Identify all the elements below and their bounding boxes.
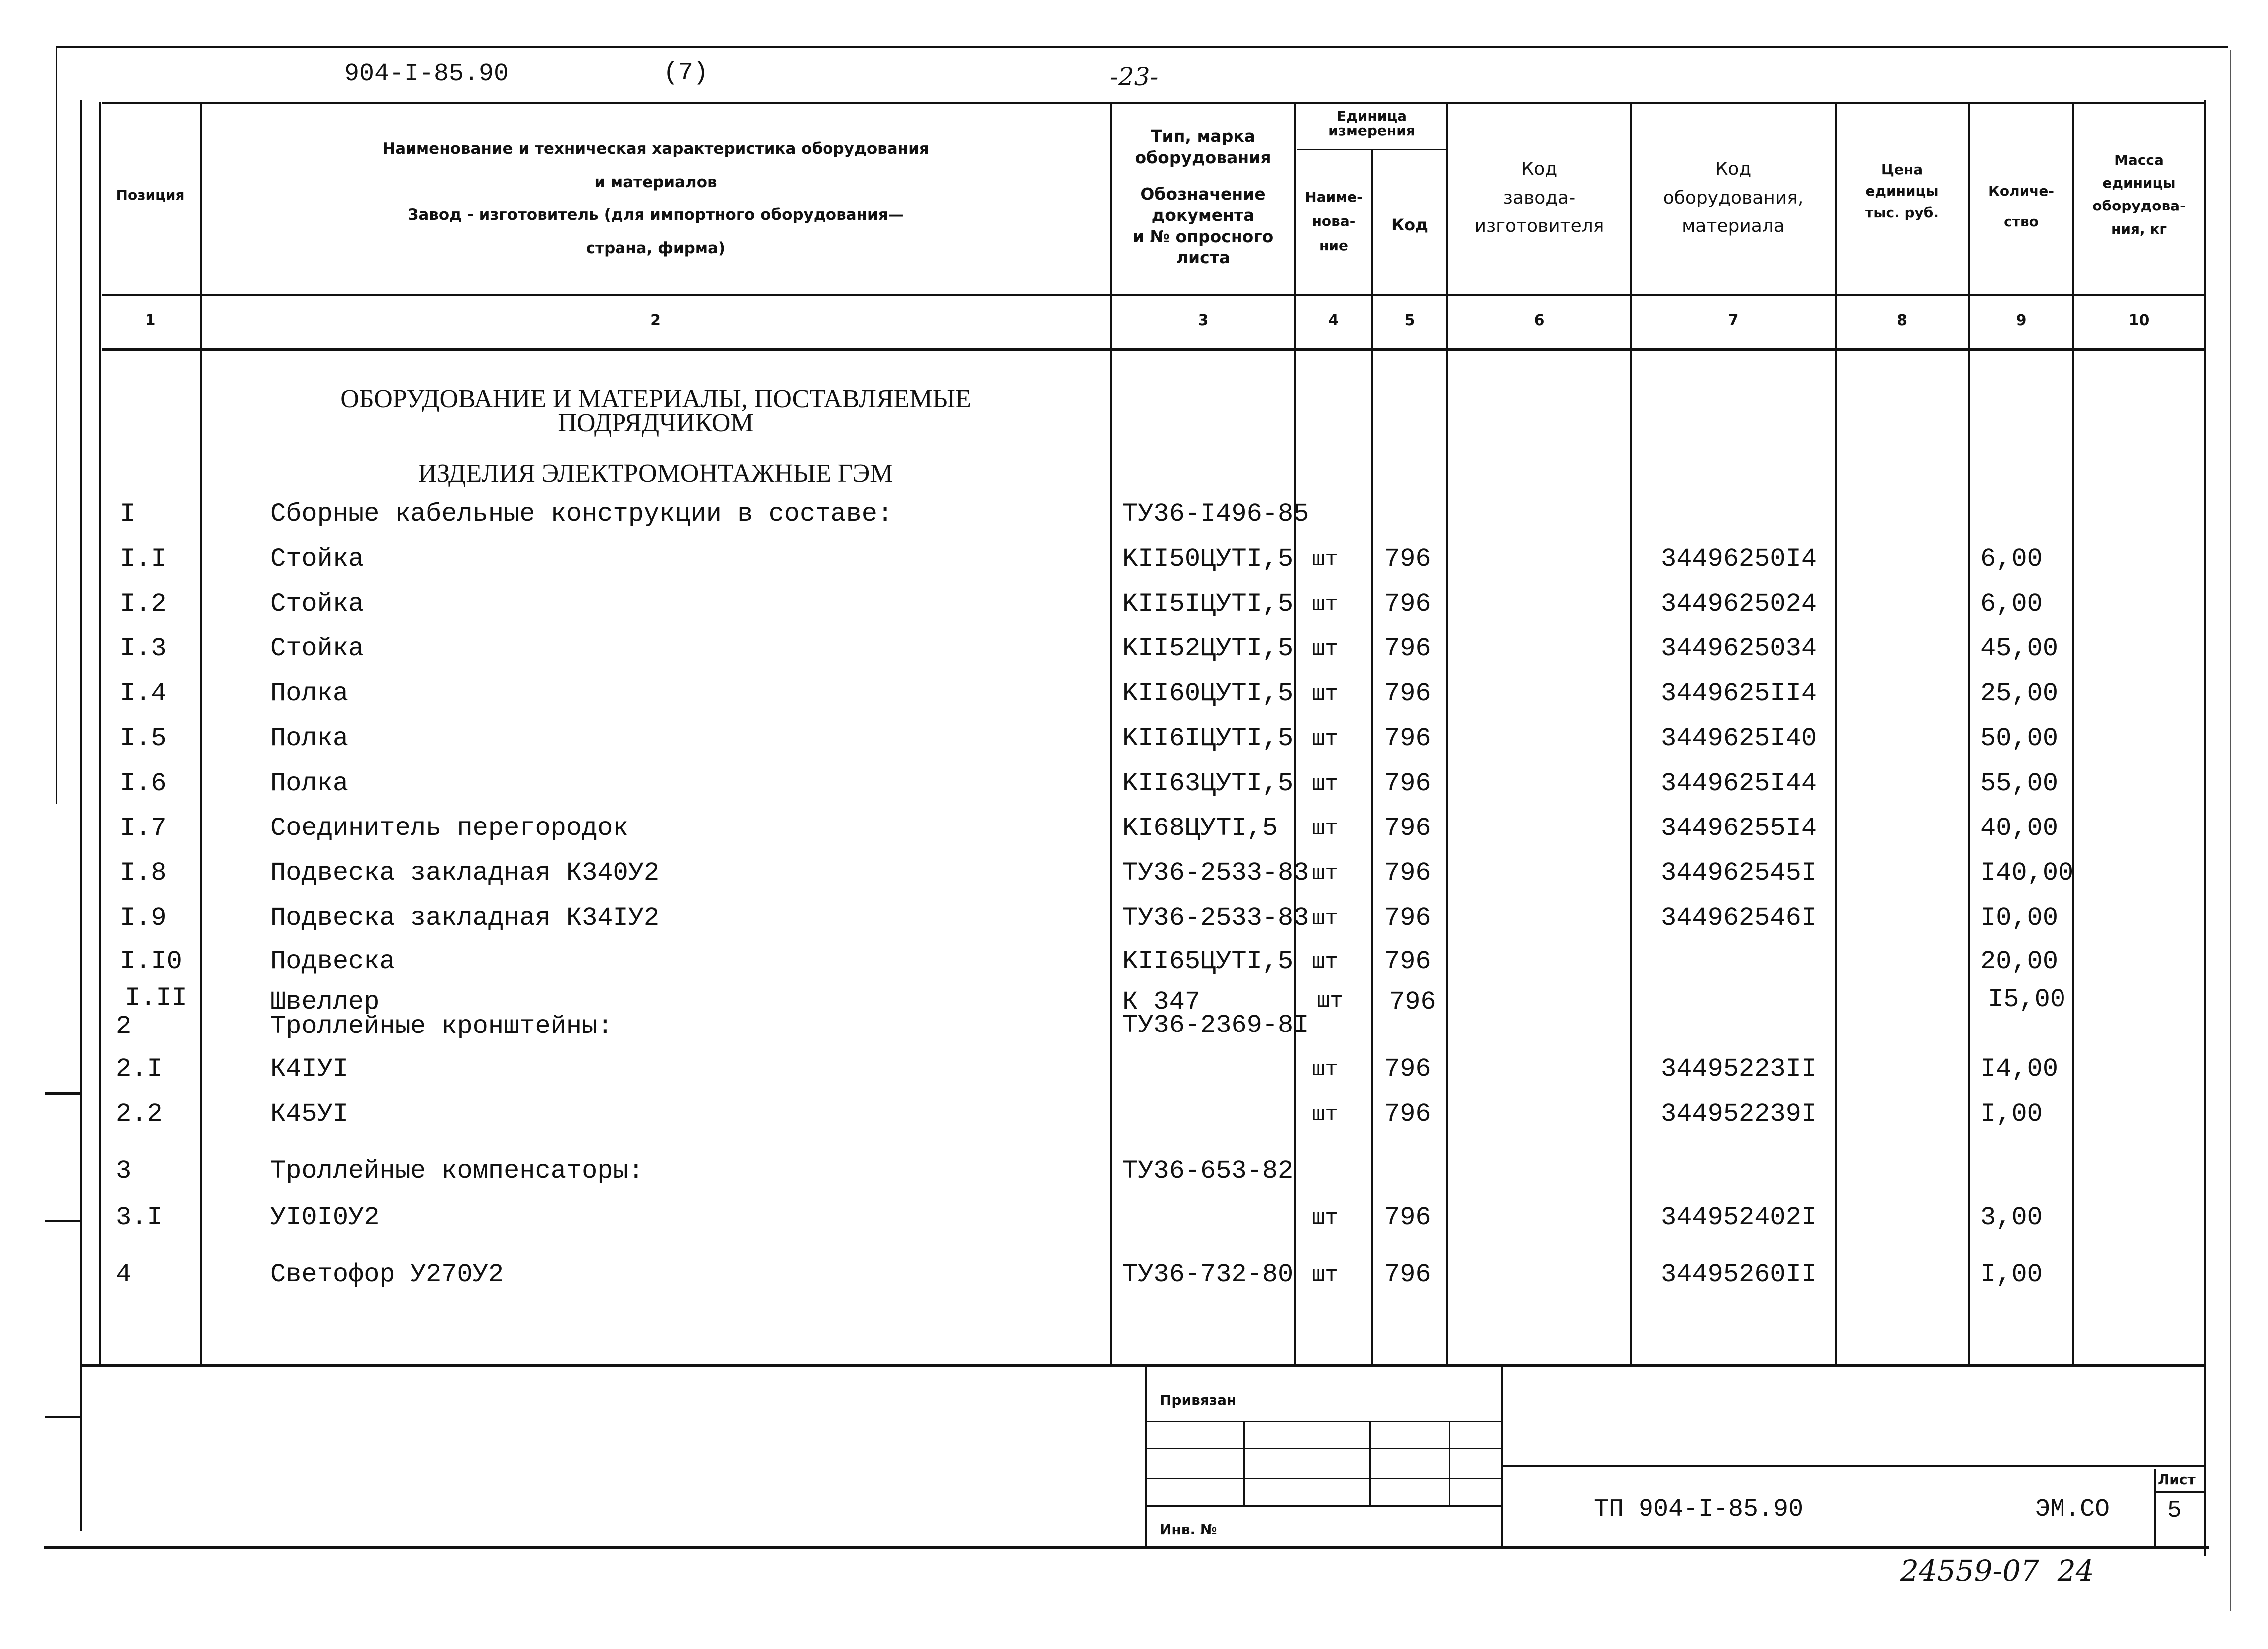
header-position: Позиция [116, 187, 185, 203]
col-line-10 [2072, 102, 2074, 1364]
row-type: KII6IЦУТI,5 [1122, 724, 1294, 753]
row-position: 4 [116, 1260, 132, 1289]
col-number-6: 6 [1534, 312, 1545, 329]
stamp-mark: ЭМ.СО [2035, 1495, 2110, 1524]
frame-left [80, 100, 82, 1531]
row-equipment-code: 344962545I [1661, 858, 1817, 888]
stamp-sheet-label: Лист [2158, 1471, 2196, 1488]
row-position: 2.2 [116, 1099, 163, 1129]
header-unit-name: Наиме- нова- ние [1305, 189, 1363, 254]
col-number-8: 8 [1897, 312, 1907, 329]
margin-tick [45, 1220, 80, 1222]
row-name: Сборные кабельные конструкции в составе: [270, 499, 893, 529]
row-type: KII65ЦУТI,5 [1122, 947, 1294, 976]
stamp-grid-v2 [1369, 1422, 1371, 1506]
header-bottom-line [102, 294, 2204, 296]
row-unit-code: 796 [1384, 724, 1431, 753]
row-name: Светофор У270У2 [270, 1260, 504, 1289]
col-line-4 [1294, 102, 1296, 1364]
row-name: Полка [270, 679, 349, 708]
stamp-designation: ТП 904-I-85.90 [1594, 1495, 1804, 1524]
frame-top [56, 46, 2228, 48]
row-name: Стойка [270, 589, 364, 618]
row-equipment-code: 3449625024 [1661, 589, 1817, 618]
row-quantity: 6,00 [1980, 589, 2043, 618]
row-unit: шт [1312, 906, 1338, 931]
row-position: I.4 [120, 679, 167, 708]
row-unit-code: 796 [1384, 769, 1431, 798]
row-name: Троллейные компенсаторы: [270, 1156, 644, 1186]
col-number-9: 9 [2016, 312, 2027, 329]
row-name: Швеллер [270, 987, 380, 1017]
row-quantity: I0,00 [1980, 903, 2059, 933]
header-top-line [102, 102, 2204, 104]
col-number-4: 4 [1328, 312, 1339, 329]
row-position: 3 [116, 1156, 132, 1186]
row-unit-code: 796 [1384, 903, 1431, 933]
row-name: Подвеска закладная К340У2 [270, 858, 660, 888]
header-quantity: Количе- ство [1988, 183, 2055, 230]
row-name: Полка [270, 724, 349, 753]
margin-tick [45, 1092, 80, 1095]
row-unit-code: 796 [1384, 679, 1431, 708]
row-type: ТУ36-2533-83 [1122, 858, 1309, 888]
row-quantity: 20,00 [1980, 947, 2059, 976]
col-line-1 [99, 102, 101, 1364]
stamp-grid-h3 [1147, 1478, 1501, 1479]
row-quantity: 25,00 [1980, 679, 2059, 708]
scan-edge-right [2230, 50, 2231, 1611]
row-type: ТУ36-653-82 [1122, 1156, 1294, 1186]
sheet-mark: (7) [663, 59, 709, 87]
row-position: 2.I [116, 1054, 163, 1084]
row-type: KI68ЦУТI,5 [1122, 814, 1278, 843]
stamp-top-line [82, 1364, 2204, 1367]
row-unit: шт [1312, 547, 1338, 572]
col-line-9 [1968, 102, 1970, 1364]
row-position: I.7 [120, 814, 167, 843]
row-unit-code: 796 [1389, 987, 1436, 1017]
col-line-5 [1371, 149, 1373, 1364]
col-number-2: 2 [650, 312, 661, 329]
row-unit: шт [1312, 1206, 1338, 1231]
row-unit: шт [1312, 817, 1338, 841]
stamp-grid-v1 [1243, 1422, 1245, 1506]
row-equipment-code: 344952402I [1661, 1203, 1817, 1232]
header-price: Цена единицы тыс. руб. [1865, 161, 1939, 221]
row-type: ТУ36-2533-83 [1122, 903, 1309, 933]
row-type: ТУ36-2369-8I [1122, 1011, 1309, 1040]
row-type: KII52ЦУТI,5 [1122, 634, 1294, 663]
header-type: Тип, марка оборудования Обозначение документа и № опросного листа [1132, 126, 1274, 268]
handwritten-inventory-number: 24559-07 24 [1900, 1554, 2094, 1588]
row-equipment-code: 344952239I [1661, 1099, 1817, 1129]
margin-tick [45, 1416, 80, 1418]
row-equipment-code: 34495260II [1661, 1260, 1817, 1289]
row-equipment-code: 34496255I4 [1661, 814, 1817, 843]
row-name: Подвеска закладная К34IУ2 [270, 903, 660, 933]
row-quantity: 40,00 [1980, 814, 2059, 843]
row-unit: шт [1312, 1102, 1338, 1127]
row-unit-code: 796 [1384, 1260, 1431, 1289]
row-unit-code: 796 [1384, 947, 1431, 976]
row-quantity: I,00 [1980, 1099, 2043, 1129]
col-number-3: 3 [1198, 312, 1209, 329]
stamp-inv-label: Инв. № [1160, 1521, 1217, 1538]
frame-bottom [44, 1546, 2209, 1549]
col-number-10: 10 [2128, 312, 2150, 329]
row-type: ТУ36-I496-85 [1122, 499, 1309, 529]
row-unit-code: 796 [1384, 634, 1431, 663]
row-name: Троллейные кронштейны: [270, 1012, 613, 1041]
row-type: KII50ЦУТI,5 [1122, 544, 1294, 574]
row-name: К45УI [270, 1099, 349, 1129]
row-name: К4IУI [270, 1054, 349, 1084]
subsection-title: ИЗДЕЛИЯ ЭЛЕКТРОМОНТАЖНЫЕ ГЭМ [418, 459, 893, 488]
col-number-5: 5 [1404, 312, 1415, 329]
row-position: 3.I [116, 1203, 163, 1232]
row-unit: шт [1312, 592, 1338, 617]
row-type: К 347 [1122, 987, 1201, 1017]
page-number: -23- [1110, 62, 1159, 91]
row-unit: шт [1317, 989, 1343, 1014]
stamp-left-line [1145, 1367, 1147, 1546]
header-unit-code: Код [1391, 215, 1428, 234]
row-unit-code: 796 [1384, 589, 1431, 618]
stamp-grid-h4 [1147, 1505, 1501, 1507]
row-quantity: 6,00 [1980, 544, 2043, 574]
margin-line-left [56, 46, 57, 804]
row-type: ТУ36-732-80 [1122, 1260, 1294, 1289]
header-mass: Масса единицы оборудова- ния, кг [2092, 152, 2186, 237]
row-quantity: 3,00 [1980, 1203, 2043, 1232]
row-unit: шт [1312, 861, 1338, 886]
row-quantity: I5,00 [1988, 985, 2066, 1014]
stamp-grid-v3 [1449, 1422, 1450, 1506]
row-position: I.2 [120, 589, 167, 618]
stamp-bound-label: Привязан [1160, 1392, 1237, 1408]
row-position: I.I [120, 544, 167, 574]
col-line-8 [1835, 102, 1837, 1364]
row-unit-code: 796 [1384, 1203, 1431, 1232]
row-position: I.9 [120, 903, 167, 933]
row-position: I.I0 [120, 947, 182, 976]
col-line-3 [1110, 102, 1112, 1364]
section-title: ОБОРУДОВАНИЕ И МАТЕРИАЛЫ, ПОСТАВЛЯЕМЫЕ ПОДРЯДЧИКОМ [340, 385, 971, 438]
row-equipment-code: 34496250I4 [1661, 544, 1817, 574]
row-position: I.5 [120, 724, 167, 753]
row-name: Стойка [270, 544, 364, 574]
frame-right [2204, 100, 2206, 1556]
row-unit: шт [1312, 1057, 1338, 1082]
row-position: I.8 [120, 858, 167, 888]
sheet-box-left [2154, 1469, 2156, 1546]
colnum-bottom-line [102, 348, 2204, 351]
row-position: I.6 [120, 769, 167, 798]
row-position: I.3 [120, 634, 167, 663]
header-maker-code: Код завода- изготовителя [1474, 159, 1604, 237]
row-quantity: I4,00 [1980, 1054, 2059, 1084]
row-equipment-code: 3449625I40 [1661, 724, 1817, 753]
row-unit: шт [1312, 682, 1338, 707]
row-name: Соединитель перегородок [270, 814, 628, 843]
row-name: Подвеска [270, 947, 395, 976]
row-unit: шт [1312, 772, 1338, 797]
row-name: УI0I0У2 [270, 1203, 380, 1232]
row-unit-code: 796 [1384, 814, 1431, 843]
row-unit: шт [1312, 1263, 1338, 1288]
row-position: I.II [125, 983, 187, 1013]
stamp-grid-h1 [1147, 1421, 1501, 1422]
row-position: 2 [116, 1012, 132, 1041]
row-unit-code: 796 [1384, 858, 1431, 888]
row-equipment-code: 3449625II4 [1661, 679, 1817, 708]
stamp-mid-line [1501, 1367, 1503, 1546]
row-unit-code: 796 [1384, 1099, 1431, 1129]
row-unit-code: 796 [1384, 544, 1431, 574]
row-quantity: I40,00 [1980, 858, 2074, 888]
row-name: Полка [270, 769, 349, 798]
col-number-7: 7 [1728, 312, 1739, 329]
row-unit-code: 796 [1384, 1054, 1431, 1084]
col-line-7 [1630, 102, 1632, 1364]
stamp-title-line [1501, 1465, 2204, 1467]
sheet-box-line [2155, 1491, 2204, 1493]
document-code: 904-I-85.90 [344, 60, 509, 88]
row-position: I [120, 499, 136, 529]
row-quantity: 50,00 [1980, 724, 2059, 753]
header-unit-group: Единица измерения [1328, 108, 1415, 139]
col-line-2 [200, 102, 202, 1364]
row-quantity: 55,00 [1980, 769, 2059, 798]
row-quantity: I,00 [1980, 1260, 2043, 1289]
row-unit: шт [1312, 637, 1338, 662]
row-unit: шт [1312, 950, 1338, 975]
row-type: KII5IЦУТI,5 [1122, 589, 1294, 618]
header-name: Наименование и техническая характеристика оборудования и материалов Завод - изготовитель (для импортного оборудования— страна, фирма) [382, 140, 929, 257]
row-type: KII63ЦУТI,5 [1122, 769, 1294, 798]
row-unit: шт [1312, 727, 1338, 752]
row-equipment-code: 3449625I44 [1661, 769, 1817, 798]
col-line-6 [1446, 102, 1448, 1364]
row-equipment-code: 344962546I [1661, 903, 1817, 933]
row-equipment-code: 3449625034 [1661, 634, 1817, 663]
stamp-grid-h2 [1147, 1448, 1501, 1449]
row-type: KII60ЦУТI,5 [1122, 679, 1294, 708]
stamp-sheet-number: 5 [2167, 1497, 2182, 1524]
row-quantity: 45,00 [1980, 634, 2059, 663]
row-equipment-code: 34495223II [1661, 1054, 1817, 1084]
row-name: Стойка [270, 634, 364, 663]
header-equipment-code: Код оборудования, материала [1663, 159, 1804, 237]
col-number-1: 1 [145, 312, 156, 329]
